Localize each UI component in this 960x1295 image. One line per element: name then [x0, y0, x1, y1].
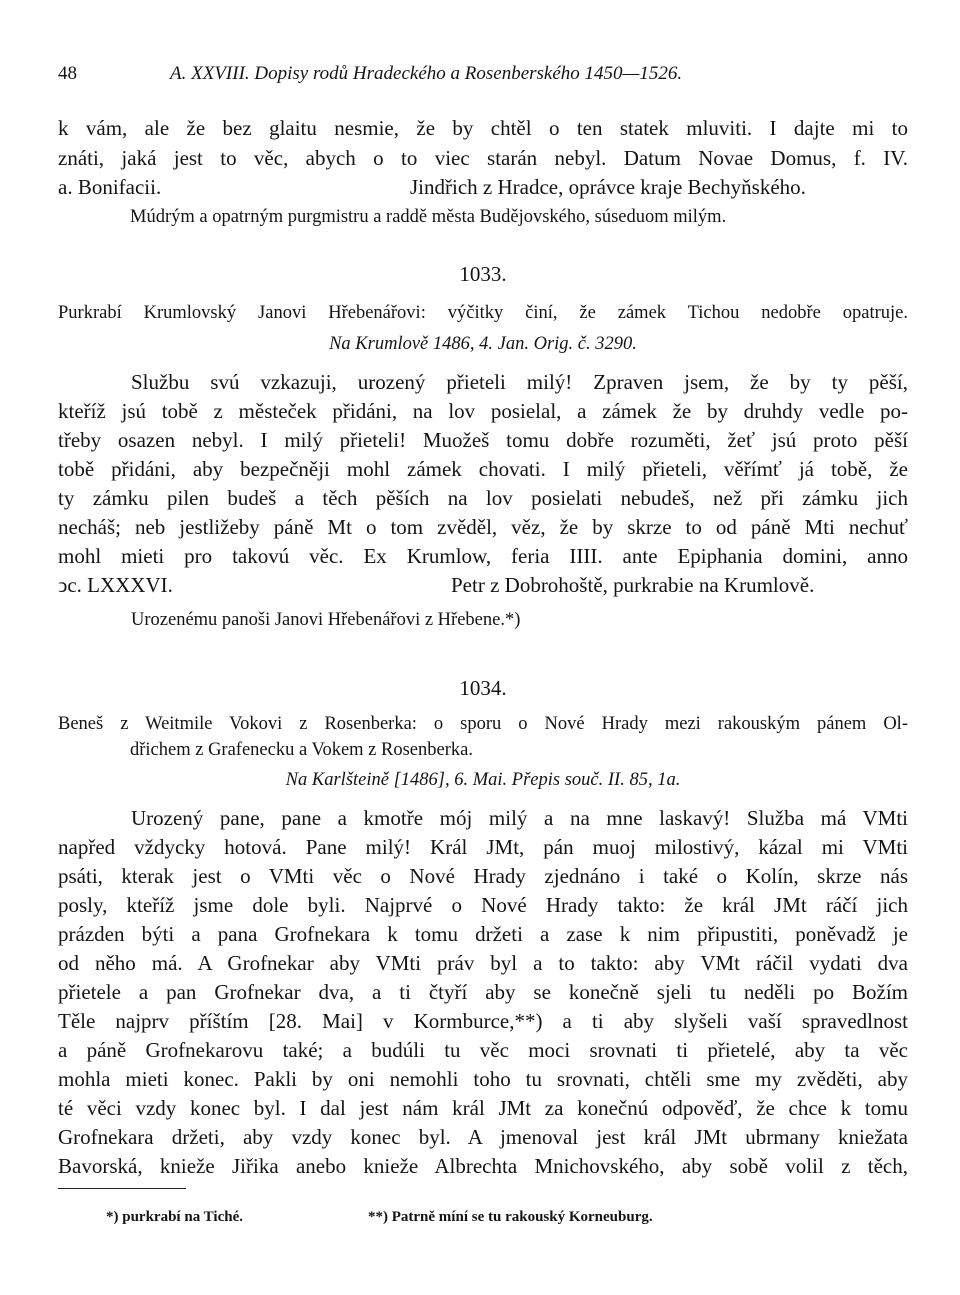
text-line: znáti, jaká jest to věc, abych o to viec starán nebyl. Datum Novae Domus, f. IV.	[58, 146, 908, 170]
signature: Jindřich z Hradce, oprávce kraje Bechyňského.	[410, 175, 806, 199]
text-line: přietele a pan Grofnekar dva, a ti čtyří aby se konečně sjeli tu neděli po Božím	[58, 980, 908, 1004]
text-line: kteříž jsú tobě z městeček přidáni, na lov posielal, a zámek že by druhdy vedle po-	[58, 399, 908, 423]
text-line: posly, kteříž jsme dole byli. Najprvé o Nové Hrady takto: že král JMt ráčí jich	[58, 893, 908, 917]
running-title: A. XXVIII. Dopisy rodů Hradeckého a Rosenberského 1450—1526.	[170, 63, 683, 84]
text-line: napřed vždycky hotová. Pane milý! Král JMt, pán muoj milostivý, kázal mi VMti	[58, 835, 908, 859]
footnote: *) purkrabí na Tiché.	[106, 1209, 243, 1225]
text-line: Bavorská, knieže Jiřika anebo knieže Albrechta Mnichovského, aby sobě volil z těch,	[58, 1154, 908, 1178]
page-number: 48	[58, 63, 77, 84]
address: Múdrým a opatrným purgmistru a raddě města Budějovského, súseduom milým.	[130, 207, 727, 227]
text-line: prázden býti a pana Grofnekara k tomu držeti a zase k nim připustiti, poněvadž je	[58, 922, 908, 946]
document-source: Na Karlšteině [1486], 6. Mai. Přepis souč. II. 85, 1a.	[285, 770, 681, 790]
document-number: 1034.	[459, 676, 507, 700]
footnote: **) Patrně míní se tu rakouský Korneuburg.	[368, 1209, 653, 1225]
date-end: a. Bonifacii.	[58, 175, 162, 199]
text-line: Urozený pane, pane a kmotře mój milý a na mne laskavý! Služba má VMti	[131, 806, 908, 830]
text-line: tobě přidáni, aby bezpečněji mohl zámek chovati. I milý přieteli, věřímť já tobě, že	[58, 457, 908, 481]
footnote-divider	[58, 1188, 186, 1189]
text-line: a páně Grofnekarovu také; a budúli tu věc moci srovnati ti přietelé, aby ta věc	[58, 1038, 908, 1062]
text-line: třeby osazen nebyl. I milý přieteli! Muožeš tomu dobře rozuměti, žeť jsú proto pěší	[58, 428, 908, 452]
text-line: od něho má. A Grofnekar aby VMti práv byl a to takto: aby VMt ráčil vydati dva	[58, 951, 908, 975]
closing-line	[58, 173, 908, 201]
text-line: ty zámku pilen budeš a těch pěších na lov posielati nebudeš, než při zámku jich	[58, 486, 908, 510]
text-line: k vám, ale že bez glaitu nesmie, že by chtěl o ten statek mluviti. I dajte mi to	[58, 116, 908, 140]
text-line: Službu svú vzkazuji, urozený přieteli milý! Zpraven jsem, že by ty pěší,	[131, 370, 908, 394]
document-summary: Purkrabí Krumlovský Janovi Hřebenářovi: výčitky činí, že zámek Tichou nedobře opatruje.	[58, 303, 908, 323]
closing-line	[58, 571, 908, 599]
text-line: necháš; neb jestližeby páně Mt o tom zvěděl, věz, že by skrze to od páně Mti nechuť	[58, 515, 908, 539]
date-end: ↄc. LXXXVI.	[58, 573, 173, 597]
address: Urozenému panoši Janovi Hřebenářovi z Hřebene.*)	[131, 610, 521, 630]
document-summary: dřichem z Grafenecku a Vokem z Rosenberka.	[130, 740, 473, 760]
document-source: Na Krumlově 1486, 4. Jan. Orig. č. 3290.	[329, 334, 637, 354]
document-number: 1033.	[459, 262, 507, 286]
text-line: psáti, kterak jest o VMti věc o Nové Hrady zjednáno i také o Kolín, skrze nás	[58, 864, 908, 888]
text-line: Těle najprv příštím [28. Mai] v Kormburce,**) a ti aby slyšeli vaší spravedlnost	[58, 1009, 908, 1033]
document-summary: Beneš z Weitmile Vokovi z Rosenberka: o sporu o Nové Hrady mezi rakouským pánem Ol-	[58, 714, 908, 734]
text-line: mohla mieti konec. Pakli by oni nemohli toho tu srovnati, chtěli sme my zvěděti, aby	[58, 1067, 908, 1091]
text-line: mohl mieti pro takovú věc. Ex Krumlow, feria IIII. ante Epiphania domini, anno	[58, 544, 908, 568]
text-line: Grofnekara držeti, aby vzdy konec byl. A jmenoval jest král JMt ubrmany kniežata	[58, 1125, 908, 1149]
signature: Petr z Dobrohoště, purkrabie na Krumlově.	[451, 573, 815, 597]
page-header	[58, 60, 908, 88]
text-line: té věci vzdy konec byl. I dal jest nám král JMt za konečnú odpověď, že chce k tomu	[58, 1096, 908, 1120]
